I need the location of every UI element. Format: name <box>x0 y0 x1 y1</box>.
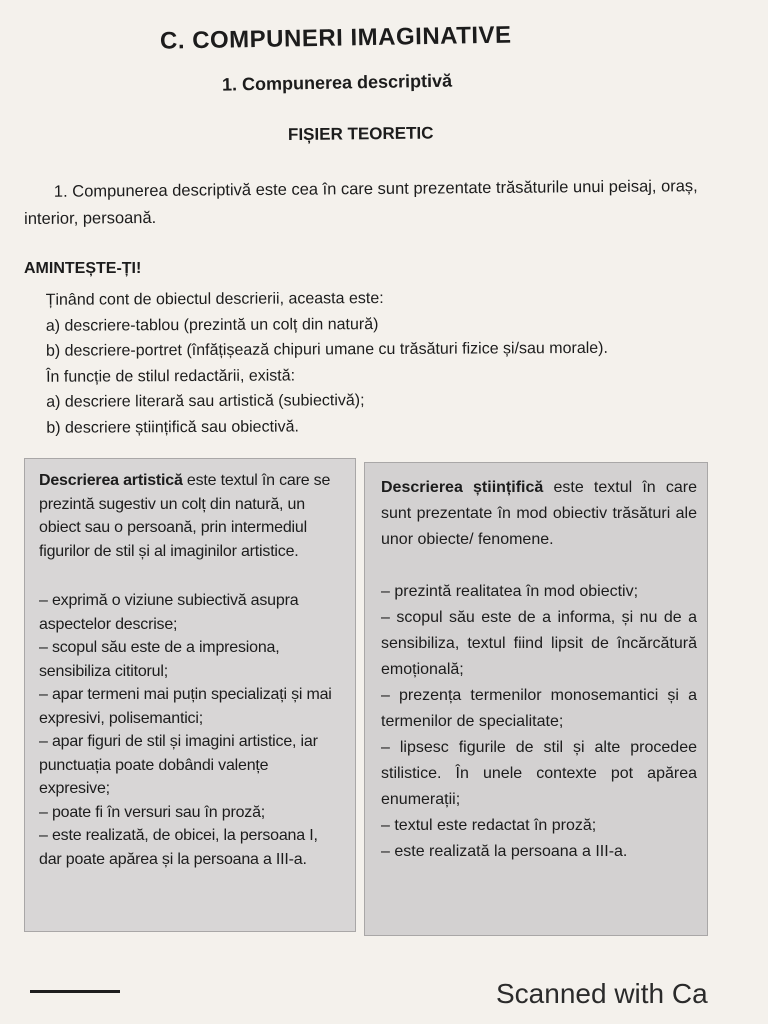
scientific-point: – lipsesc figurile de stil și alte procedee stilistice. În unele contexte pot apărea enumerații; <box>381 739 697 808</box>
intro-paragraph: 1. Compunerea descriptivă este cea în care sunt prezentate trăsăturile unui peisaj, oraș, interior, persoană. <box>24 177 698 229</box>
artistic-point: – poate fi în versuri sau în proză; <box>39 803 266 821</box>
artistic-point: – scopul său este de a impresiona, sensibiliza cititorul; <box>39 639 280 680</box>
section-title: 1. Compunerea descriptivă <box>221 70 453 95</box>
scientific-point: – este realizată la persoana a III-a. <box>381 843 628 860</box>
artistic-point: – este realizată, de obicei, la persoana I, dar poate apărea și la persoana a III-a. <box>39 827 318 868</box>
remember-line: b) descriere-portret (înfățișează chipuri umane cu trăsături fizice și/sau morale). <box>45 339 608 360</box>
artistic-description-box <box>24 458 356 932</box>
scientific-definition: Descrierea științifică este textul în care sunt prezentate în mod obiectiv trăsături ale unor obiecte/ fenomene. <box>381 479 698 548</box>
remember-heading: AMINTEȘTE-ȚI! <box>24 260 142 277</box>
remember-line: În funcție de stilul redactării, există: <box>46 366 296 386</box>
remember-line: Ținând cont de obiectul descrierii, aceasta este: <box>45 290 384 309</box>
scanner-watermark: Scanned with Ca <box>496 978 708 1009</box>
remember-line: b) descriere științifică sau obiectivă. <box>46 417 299 437</box>
scientific-point: – prezența termenilor monosemantici și a termenilor de specialitate; <box>381 687 697 730</box>
artistic-point: – exprimă o viziune subiectivă asupra aspectelor descrise; <box>39 592 299 633</box>
footer-rule <box>30 990 120 993</box>
remember-list <box>46 284 727 441</box>
scientific-point: – textul este redactat în proză; <box>381 817 597 834</box>
artistic-definition: Descrierea artistică este textul în care se prezintă sugestiv un colț din natură, un obiect sau o persoană, prin intermediul figurilor de stil și al imaginilor artistice. <box>39 472 331 560</box>
scientific-term: Descrierea științifică <box>381 479 544 496</box>
artistic-point: – apar termeni mai puțin specializați și mai expresivi, polisemantici; <box>39 686 332 727</box>
artistic-point: – apar figuri de stil și imagini artistice, iar punctuația poate dobândi valențe expresive; <box>39 733 318 797</box>
scientific-description-box <box>364 462 708 936</box>
artistic-term: Descrierea artistică <box>39 472 183 489</box>
scientific-point: – scopul său este de a informa, și nu de a sensibiliza, textul fiind lipsit de încărcătură emoțională; <box>381 609 697 678</box>
chapter-title: C. COMPUNERI IMAGINATIVE <box>159 21 512 55</box>
remember-line: a) descriere-tablou (prezintă un colț din natură) <box>45 315 379 335</box>
scientific-point: – prezintă realitatea în mod obiectiv; <box>381 583 639 600</box>
sheet-title: FIȘIER TEORETIC <box>287 123 434 145</box>
remember-line: a) descriere literară sau artistică (subiectivă); <box>46 392 365 411</box>
